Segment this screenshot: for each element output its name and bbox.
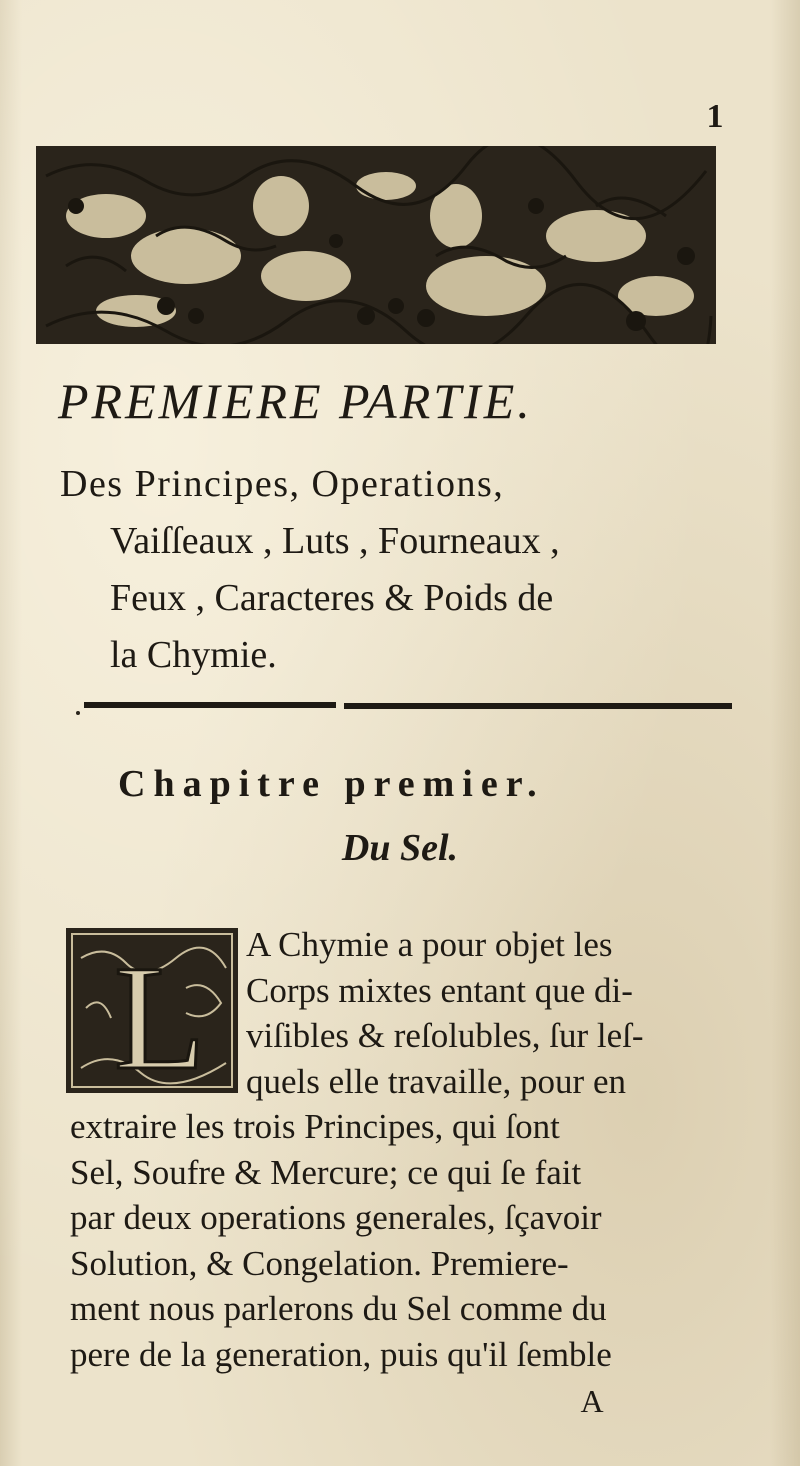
page-number: 1	[706, 98, 724, 135]
body-text	[70, 922, 740, 1377]
body-line: Corps mixtes entant que di-	[246, 970, 633, 1010]
body-line: Solution, & Congelation. Premiere-	[70, 1243, 569, 1283]
part-title: PREMIERE PARTIE.	[58, 373, 533, 429]
section-rule-left	[84, 702, 336, 708]
chapter-title: Chapitre premier.	[118, 763, 545, 805]
section-title: Du Sel.	[341, 827, 459, 869]
body-line: par deux operations generales, ſçavoir	[70, 1198, 602, 1237]
subtitle-line: Feux , Caracteres & Poids de	[110, 577, 554, 619]
section-rule-right	[344, 703, 732, 709]
subtitle-line: Vaiſſeaux , Luts , Fourneaux ,	[110, 520, 560, 562]
catchword: A	[580, 1383, 604, 1419]
body-line: extraire les trois Principes, qui ſont	[70, 1107, 560, 1146]
headpiece-ornament	[36, 146, 716, 344]
body-line: pere de la generation, puis qu'il ſemble	[70, 1334, 612, 1374]
body-line: A Chymie a pour objet les	[246, 925, 613, 964]
subtitle	[60, 456, 750, 684]
subtitle-line: Des Principes, Operations,	[60, 463, 505, 505]
body-line: viſibles & reſolubles, ſur leſ-	[246, 1016, 644, 1055]
drop-cap-letter: L	[114, 935, 206, 1093]
rule-dot	[76, 711, 80, 715]
subtitle-line: la Chymie.	[110, 634, 277, 676]
body-line: Sel, Soufre & Mercure; ce qui ſe fait	[70, 1152, 582, 1192]
body-line: ment nous parlerons du Sel comme du	[70, 1289, 607, 1328]
body-line: quels elle travaille, pour en	[246, 1061, 626, 1101]
